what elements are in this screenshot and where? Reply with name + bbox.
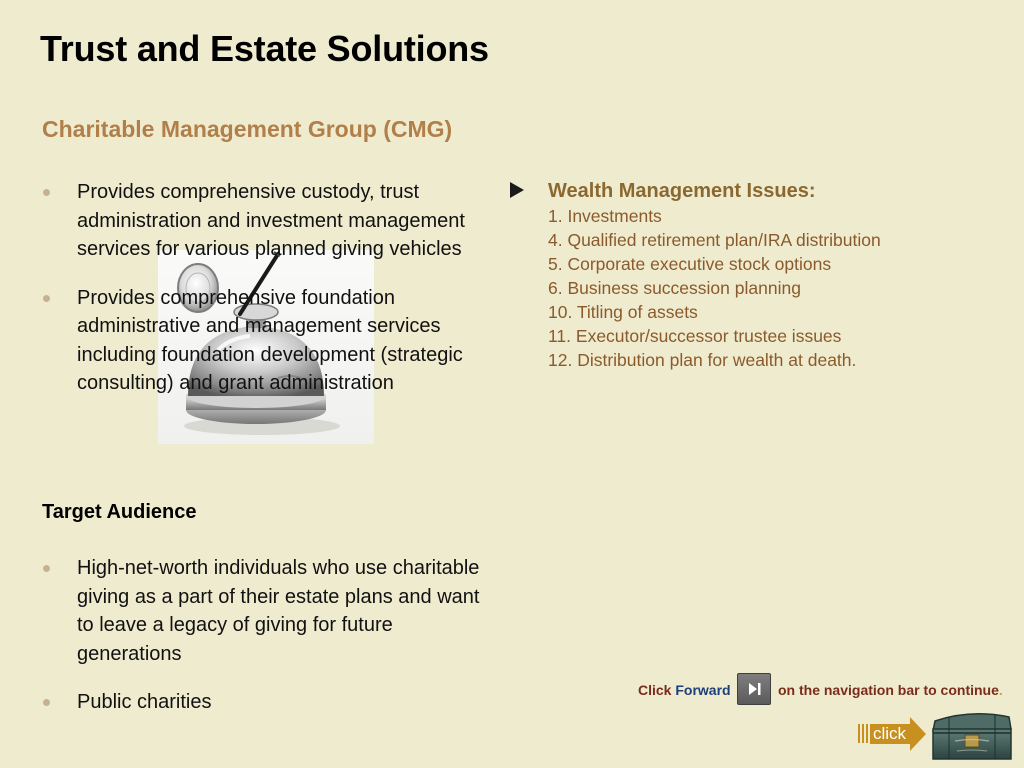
slide-subtitle: Charitable Management Group (CMG) [42, 116, 453, 142]
bullet-dot-icon [43, 565, 50, 572]
issues-heading [510, 178, 980, 204]
bullet-dot-icon [43, 699, 50, 706]
skip-forward-icon [738, 674, 770, 704]
bullet-text: Provides comprehensive foundation administrative and management services including foundation development (strategic consulting) and grant administration [77, 286, 463, 394]
bullet-text: High-net-worth individuals who use charitable giving as a part of their estate plans and want to leave a legacy of giving for future generations [77, 557, 480, 665]
list-item: 10. Titling of assets [548, 302, 698, 322]
click-label: click [873, 724, 907, 743]
list-item: 5. Corporate executive stock options [548, 254, 832, 274]
nav-hint-tail-text: on the navigation bar to continue [778, 682, 999, 698]
bullet-dot-icon [43, 189, 50, 196]
nav-hint-click-text: Click [638, 682, 676, 698]
click-button[interactable] [858, 717, 926, 751]
nav-hint-period: . [998, 682, 1003, 698]
list-item [42, 554, 482, 668]
target-audience-heading: Target Audience [42, 501, 197, 523]
bullet-dot-icon [43, 295, 50, 302]
nav-hint-lead [638, 682, 731, 698]
click-arrow-icon [910, 717, 926, 751]
list-item: 1. Investments [548, 206, 662, 226]
forward-button[interactable] [737, 673, 771, 705]
wealth-management-issues [510, 178, 980, 372]
list-item: 12. Distribution plan for wealth at death. [548, 350, 857, 370]
list-item [42, 178, 482, 264]
navigation-hint [638, 672, 1018, 708]
play-arrow-icon [510, 182, 524, 198]
nav-hint-tail [778, 682, 1003, 698]
list-item [42, 284, 482, 398]
audience-bullets [42, 554, 482, 735]
bullet-text: Public charities [77, 691, 212, 713]
list-item [42, 688, 482, 717]
bullet-text: Provides comprehensive custody, trust administration and investment management services for various planned giving vehicles [77, 181, 465, 260]
issues-list [510, 204, 980, 372]
service-bullets [42, 178, 482, 416]
list-item: 4. Qualified retirement plan/IRA distribution [548, 230, 881, 250]
slide-title: Trust and Estate Solutions [40, 28, 489, 69]
nav-hint-forward-word: Forward [675, 682, 731, 698]
treasure-chest-icon [929, 711, 1013, 761]
list-item: 6. Business succession planning [548, 278, 801, 298]
list-item: 11. Executor/successor trustee issues [548, 326, 842, 346]
click-bars-icon [858, 724, 868, 743]
issues-heading-label: Wealth Management Issues: [548, 180, 816, 202]
